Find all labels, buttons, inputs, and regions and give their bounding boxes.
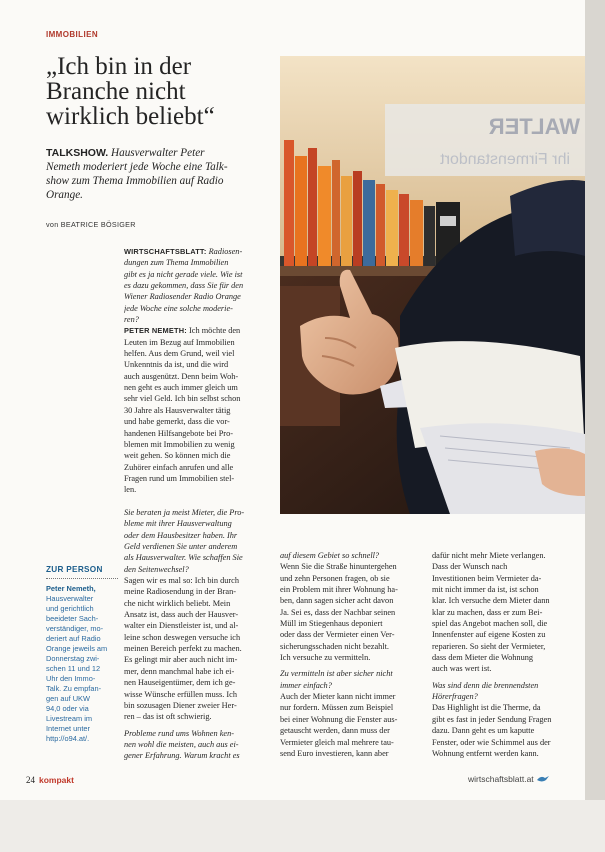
question-line: bleme mit ihrer Hausverwaltung — [124, 519, 232, 529]
question-line: nen wohl die meisten, auch aus ei- — [124, 739, 239, 749]
headline — [46, 54, 286, 129]
answer-line: spiel das Angebot machen soll, die — [432, 619, 548, 629]
question-line: immer einfach? — [280, 680, 332, 690]
answer-line: ren – das ist oft schwierig. — [124, 712, 212, 722]
answer-line: nen geht es auch immer gleich um — [124, 383, 238, 393]
question-line: dungen zum Thema Immobilien — [124, 258, 229, 268]
sidebar-line: Donnerstag zwi- — [46, 654, 100, 663]
sidebar-title: ZUR PERSON — [46, 565, 103, 574]
answer-line: klar. Ich versuche dem Mieter dann — [432, 596, 550, 606]
article-column-1-lower — [124, 507, 274, 762]
standfirst-line — [46, 188, 276, 202]
answer-line: walter ein Dienstleister ist, und al- — [124, 621, 239, 631]
answer-text: Ich möchte den — [186, 326, 241, 336]
sidebar-line: 94,0 oder via — [46, 704, 89, 713]
answer-line: Fenster, oder wie Schimmel aus der — [432, 737, 551, 747]
standfirst-text: Nemeth moderiert jede Woche eine Talk- — [46, 161, 228, 173]
answer-line: Fragen rund um Immobilien stel- — [124, 473, 235, 483]
answer-line: oder dass der Vermieter einen Ver- — [280, 630, 395, 640]
standfirst-text: show zum Thema Immobilien auf Radio — [46, 175, 224, 187]
headline-line: „Ich bin in der — [46, 53, 192, 80]
answer-line: Unkenntnis da ist, und die wird — [124, 360, 229, 370]
answer-line: wisse Wünsche erfüllen muss. Ich — [124, 689, 237, 699]
headline-line: wirklich beliebt“ — [46, 103, 215, 130]
website-footer — [468, 774, 550, 784]
answer-line: gibt es fast in jeder Sendung Fragen — [432, 714, 552, 724]
answer-line: getauscht werden, dann muss der — [280, 726, 390, 736]
standfirst-line — [46, 160, 276, 174]
page-bottom-margin — [0, 800, 605, 852]
sidebar-line: Hausverwalter — [46, 594, 94, 603]
answer-line: sicherungsschaden nicht bezahlt. — [280, 641, 389, 651]
answer-line: Ansatz ist, dass auch der Hausver- — [124, 610, 239, 620]
answer-line: dazu. Dann geht es um kaputte — [432, 726, 535, 736]
sidebar-body — [46, 584, 118, 744]
answer-line: Wohnung entfernt werden kann. — [432, 748, 539, 758]
answer-line: Investitionen beim Vermieter da- — [432, 573, 542, 583]
standfirst-text: Hausverwalter Peter — [108, 147, 205, 159]
standfirst-line — [46, 146, 276, 160]
standfirst — [46, 146, 276, 202]
sidebar-line: und gerichtlich — [46, 604, 94, 613]
text-line — [124, 246, 274, 257]
page-folio — [26, 775, 74, 785]
photo-sign-text: WALTER — [488, 114, 580, 139]
question-line: oder dem Hausbesitzer haben. Ihr — [124, 530, 238, 540]
answer-line: weit gehen. So können mich die — [124, 451, 231, 461]
sidebar-line: http://o94.at/. — [46, 734, 90, 743]
question-line: den Seitenwechsel? — [124, 564, 189, 574]
answer-line: meine Radiosendung in der Bran- — [124, 587, 236, 597]
bird-logo-icon — [536, 774, 550, 784]
sidebar-line: Livestream im — [46, 714, 92, 723]
question-line: gibt es ja nicht gerade viele. Wie ist — [124, 269, 243, 279]
answer-line: len. — [124, 485, 137, 495]
answer-line: Sagen wir es mal so: Ich bin durch — [124, 576, 239, 586]
answer-line: und zehn Personen fragen, ob sie — [280, 573, 390, 583]
question-line: ren? — [124, 315, 139, 325]
headline-line: Branche nicht — [46, 78, 186, 105]
question-line: jede Woche eine solche moderie- — [124, 303, 233, 313]
sidebar-line: Internet unter — [46, 724, 90, 733]
standfirst-kicker: TALKSHOW. — [46, 147, 109, 159]
answer-line: nur fordern. Müssen zum Beispiel — [280, 703, 394, 713]
article-photo — [280, 56, 585, 514]
sidebar-line: deriert auf Radio — [46, 634, 101, 643]
answer-line: helfen. Aus dem Grund, weil viel — [124, 349, 235, 359]
answer-line: auch ausgenützt. Denn beim Woh- — [124, 371, 239, 381]
answer-line: und habe gemerkt, dass die vor- — [124, 417, 230, 427]
answer-line: Müll im Stiegenhaus deponiert — [280, 619, 383, 629]
question-line: Was sind denn die brennendsten — [432, 680, 539, 690]
answer-line: Ich versuche zu vermitteln. — [280, 653, 371, 663]
answer-line: Vermieter gleich mal mehrere tau- — [280, 737, 394, 747]
question-line: Zu vermitteln ist aber sicher nicht — [280, 669, 393, 679]
question-line: es dazu gekommen, dass Sie für den — [124, 281, 244, 291]
answer-line: mer, denn manchmal habe ich ei- — [124, 666, 235, 676]
answer-line: klar zu machen, dass er zum Bei- — [432, 607, 543, 617]
answer-line: Dass der Wunsch nach — [432, 562, 508, 572]
photo-sign-text: ihr Firmenstandort — [440, 151, 570, 168]
answer-line: meinen Bereich perfekt zu machen. — [124, 644, 242, 654]
answer-line: Wenn Sie die Straße hinuntergehen — [280, 562, 397, 572]
article-column-1 — [124, 246, 274, 496]
answer-line: bin sozusagen Diener zweier Her- — [124, 700, 237, 710]
answer-line: Leuten im Bezug auf Immobilien — [124, 337, 235, 347]
speaker-label: WIRTSCHAFTSBLATT: — [124, 247, 207, 256]
answer-line: Ja. Sei es, dass der Nachbar seinen — [280, 607, 396, 617]
question-line: auf diesem Gebiet so schnell? — [280, 551, 380, 560]
page-edge-shadow — [585, 0, 605, 852]
sidebar-line: beeideter Sach- — [46, 614, 99, 623]
answer-line: blemen mit Immobilien zu wenig — [124, 439, 235, 449]
sidebar-line: Uhr den Immo- — [46, 674, 96, 683]
answer-line: Auch der Mieter kann nicht immer — [280, 692, 396, 702]
answer-line: Das Highlight ist die Therme, da — [432, 703, 541, 713]
question-line: Probleme rund ums Wohnen ken- — [124, 728, 234, 738]
answer-line: nen Hauseigentümer, dem ich ge- — [124, 678, 236, 688]
sidebar-line: Orange jeweils am — [46, 644, 108, 653]
answer-line: sehr viel Geld. Ich bin selbst schon — [124, 394, 241, 404]
answer-line: ben, dann sagen sicher acht davon — [280, 596, 394, 606]
answer-line: Es gelingt mir aber auch nicht im- — [124, 655, 238, 665]
answer-line: send Euro investieren, kann aber — [280, 748, 389, 758]
text-line — [124, 325, 274, 336]
photo-illustration — [280, 56, 585, 514]
sidebar-line: gen auf UKW — [46, 694, 90, 703]
question-line: Wiener Radiosender Radio Orange — [124, 292, 241, 302]
sidebar-line: schen 11 und 12 — [46, 664, 101, 673]
sidebar-divider — [46, 578, 118, 579]
question-line: als Hausverwalter. Wie schaffen Sie — [124, 553, 243, 563]
answer-line: che nicht wirklich beliebt. Mein — [124, 598, 231, 608]
answer-line: handenen Hilfsangebote bei Pro- — [124, 428, 233, 438]
sidebar-line: Talk. Zu empfan- — [46, 684, 102, 693]
speaker-label: PETER NEMETH: — [124, 326, 187, 336]
answer-line: auch was wert ist. — [432, 664, 492, 674]
answer-line: mit nicht immer da ist, ist schon — [432, 585, 539, 595]
article-column-2 — [280, 550, 425, 759]
website-url: wirtschaftsblatt.at — [468, 774, 534, 784]
answer-line: 30 Jahre als Hausverwalter tätig — [124, 405, 231, 415]
sidebar-line: verständiger, mo- — [46, 624, 104, 633]
question-line: Sie beraten ja meist Mieter, die Pro- — [124, 508, 245, 517]
answer-line: dafür nicht mehr Miete verlangen. — [432, 551, 546, 560]
section-label: IMMOBILIEN — [46, 30, 98, 39]
answer-line: reparieren. So sieht der Vermieter, — [432, 641, 546, 651]
question-line: gener Erfahrung. Warum kracht es — [124, 751, 240, 761]
sidebar-person-name: Peter Nemeth, — [46, 584, 96, 593]
answer-line: Innenfenster auf eigene Kosten zu — [432, 630, 546, 640]
standfirst-text: Orange. — [46, 189, 83, 201]
answer-line: Zuhörer einfach anrufen und alle — [124, 462, 234, 472]
magazine-name: kompakt — [39, 775, 74, 785]
question-line: Geld verdienen Sie unter anderem — [124, 542, 238, 552]
answer-line: bei einer Wohnung die Fenster aus- — [280, 714, 398, 724]
standfirst-line — [46, 174, 276, 188]
question-line: Hörerfragen? — [432, 692, 478, 702]
article-column-3 — [432, 550, 577, 759]
page-number: 24 — [26, 775, 35, 785]
answer-line: ein Problem mit ihrer Wohnung ha- — [280, 585, 398, 595]
byline: von BEATRICE BÖSIGER — [46, 220, 136, 229]
answer-line: dass dem Mieter die Wohnung — [432, 653, 534, 663]
answer-line: leine schon deswegen versuche ich — [124, 632, 241, 642]
question-text: Radiosen- — [206, 247, 243, 256]
sidebar-zur-person — [46, 565, 118, 744]
